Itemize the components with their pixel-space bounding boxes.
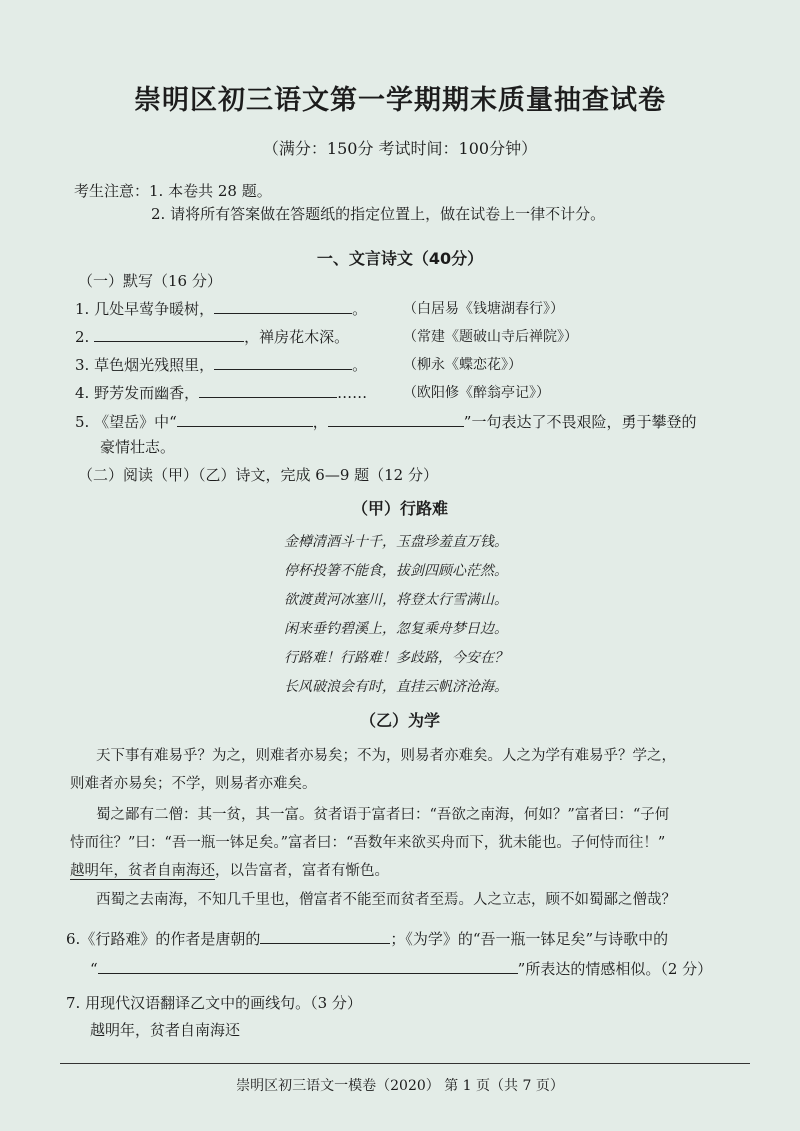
notice-item-2: 2. 请将所有答案做在答题纸的指定位置上，做在试卷上一律不计分。 [151,205,606,223]
footer-divider [60,1063,750,1064]
answer-blank[interactable] [260,929,390,944]
prose-title: （乙）为学 [359,711,440,730]
notice-line-1 [74,180,272,201]
poem-line: 闲来垂钓碧溪上，忽复乘舟梦日边。 [284,621,508,637]
part2-heading: （二）阅读（甲）（乙）诗文，完成 6—9 题（12 分） [78,466,438,484]
question-6-continued [90,958,712,979]
page-footer: 崇明区初三语文一模卷（2020） 第 1 页（共 7 页） [236,1078,564,1094]
source-citation: （柳永《蝶恋花》） [403,357,522,373]
prose-paragraph-2-end [70,859,389,880]
page-subtitle: （满分：150分 考试时间：100分钟） [262,139,538,158]
prose-text: ，以告富者，富者有惭色。 [215,863,389,879]
prose-paragraph-2: 蜀之鄙有二僧：其一贫，其一富。贫者语于富者曰：“吾欲之南海，何如？”富者曰：“子何 [96,807,670,823]
question-7-sentence: 越明年，贫者自南海还 [90,1021,241,1039]
part1-heading: （一）默写（16 分） [78,272,222,290]
question-2 [75,326,349,347]
question-number: 4. [75,384,90,402]
answer-blank[interactable] [214,299,352,314]
question-text: ”一句表达了不畏艰险，勇于攀登的 [463,413,697,431]
notice-label: 考生注意： [74,182,150,200]
question-4 [75,382,367,403]
question-text: 野芳发而幽香， [94,384,200,402]
question-text: ；《为学》的“吾一瓶一钵足矣”与诗歌中的 [390,930,669,948]
question-number: 7. [66,994,81,1012]
question-text: 用现代汉语翻译乙文中的画线句。（3 分） [85,994,362,1012]
question-text: 草色烟光残照里， [94,356,215,374]
question-text: “ [90,960,98,978]
question-text: 。 [352,300,368,318]
question-number: 5. [75,413,90,431]
source-citation: （欧阳修《醉翁亭记》） [403,385,550,401]
prose-paragraph-1: 天下事有难易乎？为之，则难者亦易矣；不为，则易者亦难矣。人之为学有难易乎？学之， [96,748,676,764]
question-number: 3. [75,356,90,374]
question-7 [66,992,362,1013]
question-text: 。 [352,356,368,374]
page-title: 崇明区初三语文第一学期期末质量抽查试卷 [134,85,666,116]
answer-blank[interactable] [199,383,337,398]
poem-line: 行路难！行路难！多歧路，今安在？ [284,650,508,666]
question-text: 几处早莺争暖树， [94,300,215,318]
question-5-continued: 豪情壮志。 [100,438,176,456]
question-number: 2. [75,328,90,346]
answer-blank[interactable] [214,355,352,370]
poem-line: 金樽清酒斗十千，玉盘珍羞直万钱。 [284,534,508,550]
poem-line: 停杯投箸不能食，拔剑四顾心茫然。 [284,563,508,579]
question-number: 1. [75,300,90,318]
poem-line: 欲渡黄河冰塞川，将登太行雪满山。 [284,592,508,608]
prose-paragraph-3: 西蜀之去南海，不知几千里也，僧富者不能至而贫者至焉。人之立志，顾不如蜀鄙之僧哉？ [96,892,676,908]
source-citation: （白居易《钱塘湖春行》） [403,301,564,317]
section-heading: 一、文言诗文（40分） [316,249,484,268]
underlined-sentence: 越明年，贫者自南海还 [70,863,215,879]
question-text: …… [337,384,368,402]
question-1 [75,298,367,319]
answer-blank[interactable] [328,412,464,427]
source-citation: （常建《题破山寺后禅院》） [403,329,578,345]
notice-item-1: 1. 本卷共 28 题。 [149,182,272,200]
question-text: ， [312,413,328,431]
answer-blank[interactable] [177,412,313,427]
question-text: ”所表达的情感相似。（2 分） [517,960,713,978]
question-text: ，禅房花木深。 [244,328,350,346]
question-text: 《行路难》的作者是唐朝的 [80,930,261,948]
question-text: 《望岳》中“ [94,413,177,431]
poem-line: 长风破浪会有时，直挂云帆济沧海。 [284,679,508,695]
prose-paragraph-1-cont: 则难者亦易矣；不学，则易者亦难矣。 [70,776,317,792]
question-3 [75,354,367,375]
answer-blank[interactable] [94,327,244,342]
poem-title: （甲）行路难 [351,499,448,518]
question-5 [75,411,696,432]
prose-paragraph-2-cont: 恃而往？”曰：“吾一瓶一钵足矣。”富者曰：“吾数年来欲买舟而下，犹未能也。子何恃而往！” [70,835,666,851]
question-number: 6. [66,930,81,948]
question-6 [66,928,668,949]
answer-blank[interactable] [98,959,518,974]
